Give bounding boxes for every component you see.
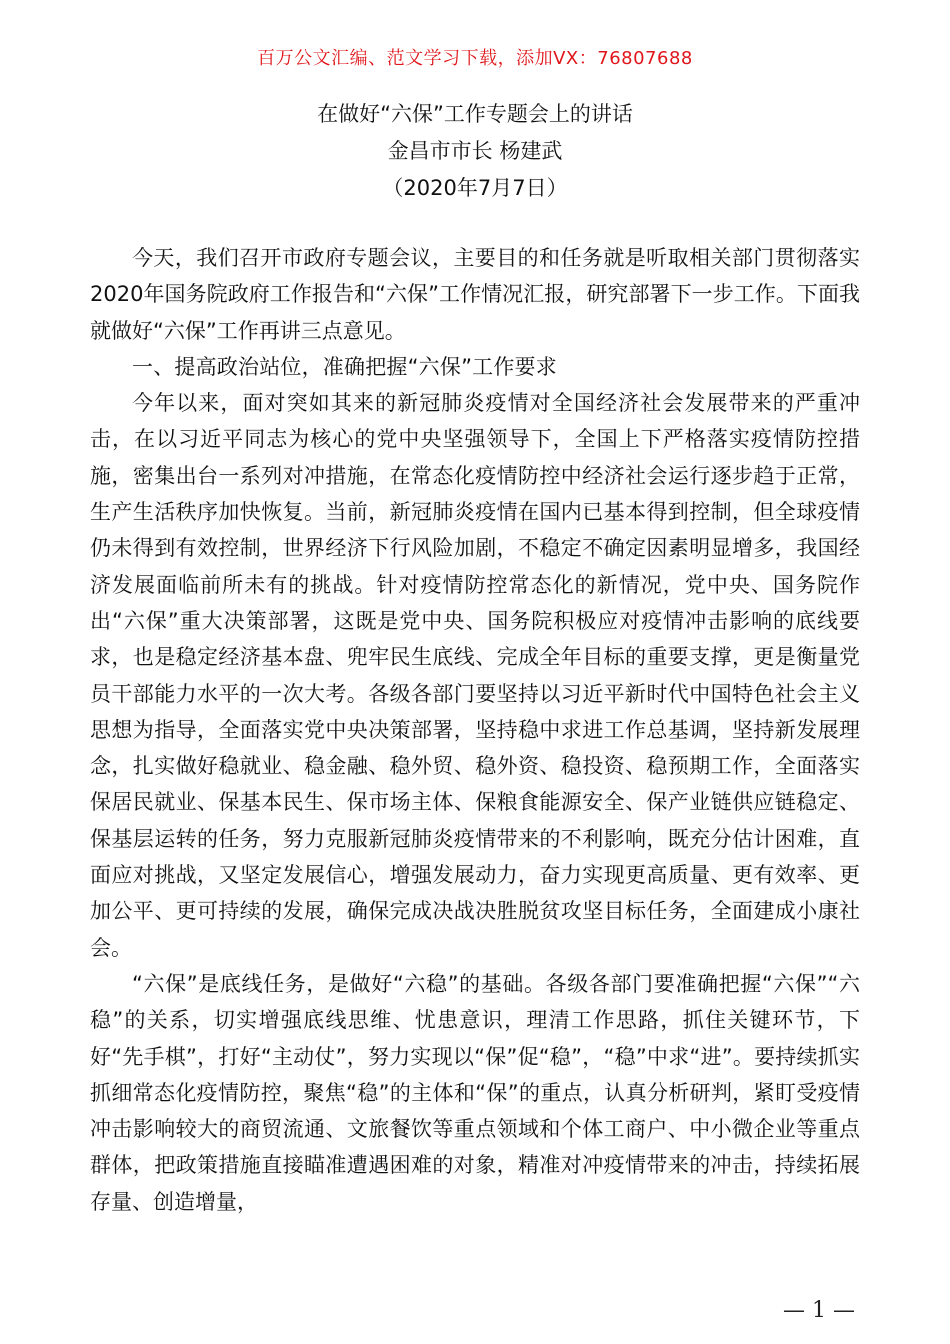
document-title: 在做好“六保”工作专题会上的讲话: [317, 102, 633, 126]
page-number: — 1 —: [783, 1298, 855, 1323]
paragraph-body: “六保”是底线任务，是做好“六稳”的基础。各级各部门要准确把握“六保”“六稳”的关系，切实增强底线思维、忧患意识，理清工作思路，抓住关键环节，下好“先手棋”，打好“主动仗”，努力实现以“保”促“稳”，“稳”中求“进”。要持续抓实抓细常态化疫情防控，聚焦“稳”的主体和“保”的重点，认真分析研判，紧盯受疫情冲击影响较大的商贸流通、文旅餐饮等重点领域和个体工商户、中小微企业等重点群体，把政策措施直接瞄准遭遇困难的对象，精准对冲疫情带来的冲击，持续拓展存量、创造增量，: [90, 971, 860, 1214]
speaker-line: 金昌市市长 杨建武: [387, 139, 563, 163]
title-block: [0, 96, 950, 207]
promo-banner: 百万公文汇编、范文学习下载，添加VX：76807688: [257, 48, 693, 69]
paragraph-body: 今年以来，面对突如其来的新冠肺炎疫情对全国经济社会发展带来的严重冲击，在以习近平同志为核心的党中央坚强领导下，全国上下严格落实疫情防控措施，密集出台一系列对冲措施，在常态化疫情防控中经济社会运行逐步趋于正常，生产生活秩序加快恢复。当前，新冠肺炎疫情在国内已基本得到控制，但全球疫情仍未得到有效控制，世界经济下行风险加剧，不稳定不确定因素明显增多，我国经济发展面临前所未有的挑战。针对疫情防控常态化的新情况，党中央、国务院作出“六保”重大决策部署，这既是党中央、国务院积极应对疫情冲击影响的底线要求，也是稳定经济基本盘、兜牢民生底线、完成全年目标的重要支撑，更是衡量党员干部能力水平的一次大考。各级各部门要坚持以习近平新时代中国特色社会主义思想为指导，全面落实党中央决策部署，坚持稳中求进工作总基调，坚持新发展理念，扎实做好稳就业、稳金融、稳外贸、稳外资、稳投资、稳预期工作，全面落实保居民就业、保基本民生、保市场主体、保粮食能源安全、保产业链供应链稳定、保基层运转的任务，努力克服新冠肺炎疫情带来的不利影响，既充分估计困难，直面应对挑战，又坚定发展信心，增强发展动力，奋力实现更高质量、更有效率、更加公平、更可持续的发展，确保完成决战决胜脱贫攻坚目标任务，全面建成小康社会。: [90, 391, 860, 960]
speech-date: （2020年7月7日）: [382, 176, 568, 200]
document-body: [90, 240, 860, 1220]
paragraph-intro: 今天，我们召开市政府专题会议，主要目的和任务就是听取相关部门贯彻落实2020年国务院政府工作报告和“六保”工作情况汇报，研究部署下一步工作。下面我就做好“六保”工作再讲三点意见。: [90, 246, 860, 343]
section-heading-1: 一、提高政治站位，准确把握“六保”工作要求: [132, 354, 557, 379]
